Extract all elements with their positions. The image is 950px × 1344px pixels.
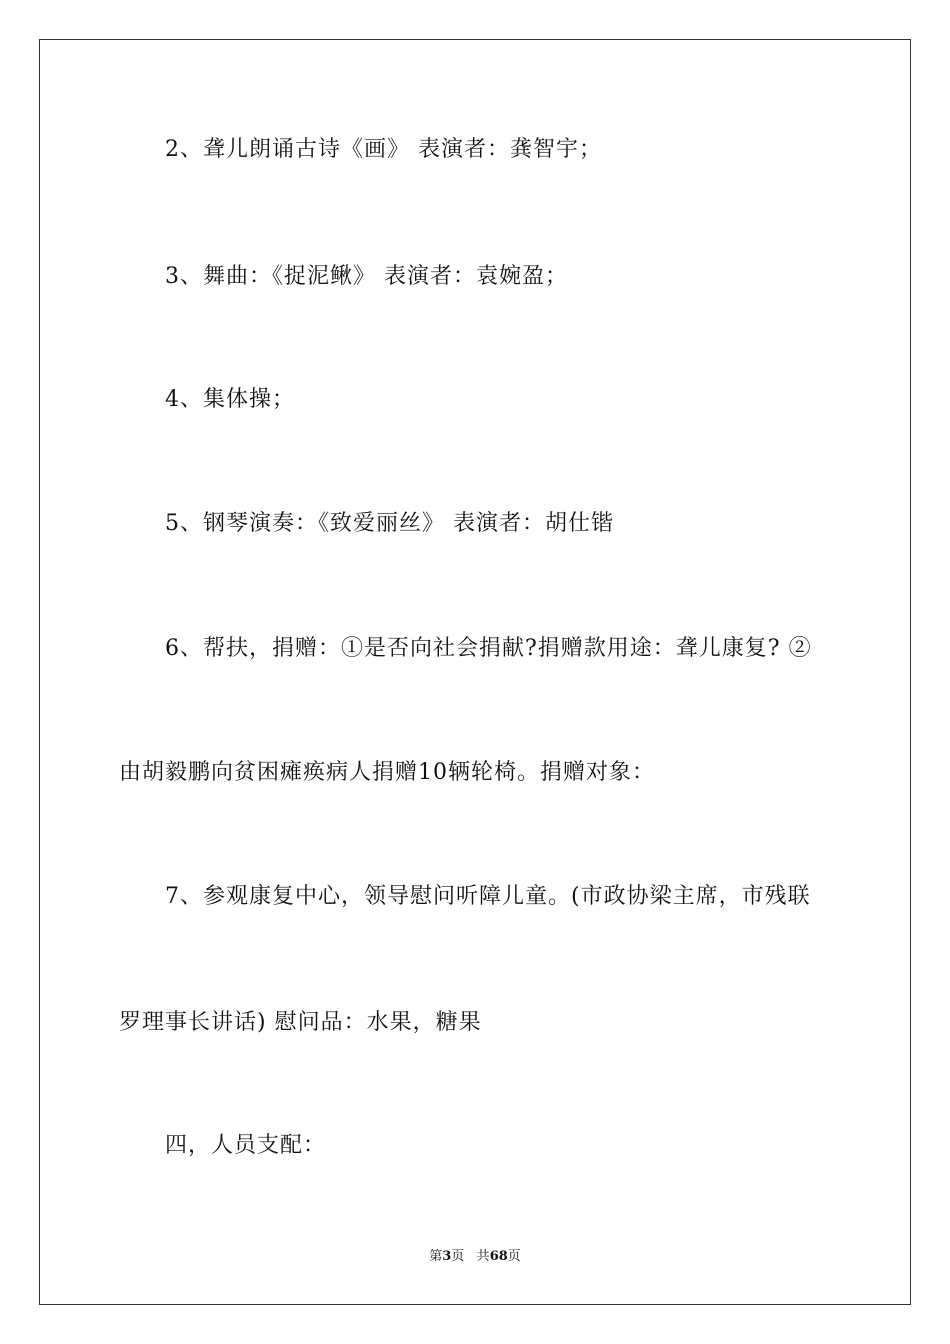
text-line-3: 4、集体操； <box>165 387 295 412</box>
text-line-1: 2、聋儿朗诵古诗《画》 表演者：龚智宇； <box>165 137 602 162</box>
text-line-4: 5、钢琴演奏：《致爱丽丝》 表演者：胡仕锴 <box>165 511 614 536</box>
footer-total-pages: 68 <box>489 1249 508 1264</box>
footer-prefix: 第 <box>429 1249 443 1264</box>
text-line-5: 6、帮扶，捐赠：①是否向社会捐献?捐赠款用途：聋儿康复? ② <box>165 636 812 661</box>
text-line-2: 3、舞曲：《捉泥鳅》 表演者：袁婉盈； <box>165 264 568 289</box>
page-frame <box>39 39 911 1305</box>
text-line-6: 由胡毅鹏向贫困瘫痪病人捐赠10辆轮椅。捐赠对象： <box>119 760 655 785</box>
page-footer <box>40 1248 910 1266</box>
footer-page-number: 3 <box>442 1249 452 1264</box>
footer-total-prefix: 共 <box>476 1249 490 1264</box>
text-line-9: 四，人员支配： <box>165 1133 327 1158</box>
text-line-8: 罗理事长讲话) 慰问品：水果，糖果 <box>119 1010 482 1035</box>
text-line-7: 7、参观康复中心，领导慰问听障儿童。(市政协梁主席，市残联 <box>165 884 811 909</box>
footer-total-unit: 页 <box>507 1249 521 1264</box>
footer-page-unit: 页 <box>451 1249 465 1264</box>
